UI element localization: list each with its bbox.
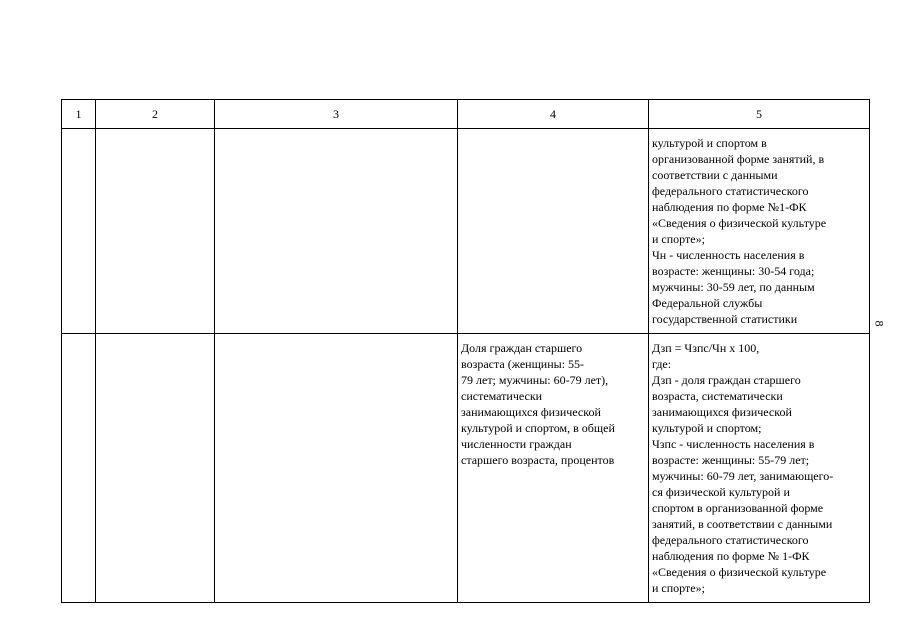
table-cell bbox=[96, 334, 215, 603]
formula-description: Дзп = Чзпс/Чн х 100, где: Дзп - доля граждан старшего возраста, систематически занимающихся физической культурой и спортом; Чзпс - численность населения в возрасте: женщины: 55-79 лет; мужчины: 60-79 лет, занимающего- ся физической культурой и спортом в организованной форме занятий, в соответствии с данными федерального статистического наблюдения по форме № 1-ФК «Сведения о физической культуре и спорте»; bbox=[652, 341, 834, 595]
cell-text bbox=[458, 129, 648, 135]
cell-text bbox=[215, 334, 457, 340]
page-number: 8 bbox=[872, 320, 887, 327]
column-header-5: 5 bbox=[649, 100, 870, 129]
cell-text bbox=[96, 129, 214, 135]
cell-text bbox=[215, 129, 457, 135]
column-header-4: 4 bbox=[458, 100, 649, 129]
formula-description-continued: культурой и спортом в организованной форме занятий, в соответствии с данными федерального статистического наблюдения по форме №1-ФК «Сведения о физической культуре и спорте»; Чн - численность населения в возрасте: женщины: 30-54 года; мужчины: 30-59 лет, по данным Федеральной службы государственной статистики bbox=[652, 136, 827, 326]
table-cell bbox=[215, 129, 458, 334]
table-cell bbox=[62, 334, 96, 603]
table-row bbox=[62, 129, 870, 334]
table-cell bbox=[458, 129, 649, 334]
cell-text bbox=[62, 129, 95, 135]
table-cell bbox=[649, 129, 870, 334]
table-header-row bbox=[62, 100, 870, 129]
table-cell bbox=[96, 129, 215, 334]
table-cell bbox=[649, 334, 870, 603]
indicators-table bbox=[61, 99, 870, 603]
column-header-3: 3 bbox=[215, 100, 458, 129]
indicator-name: Доля граждан старшего возраста (женщины: 55- 79 лет; мужчины: 60-79 лет), систематически занимающихся физической культурой и спортом, в общей численности граждан старшего возраста, процентов bbox=[461, 341, 615, 467]
column-header-2: 2 bbox=[96, 100, 215, 129]
table-cell bbox=[215, 334, 458, 603]
table-cell bbox=[62, 129, 96, 334]
table-cell bbox=[458, 334, 649, 603]
cell-text bbox=[96, 334, 214, 340]
cell-text bbox=[62, 334, 95, 340]
table-row bbox=[62, 334, 870, 603]
column-header-1: 1 bbox=[62, 100, 96, 129]
